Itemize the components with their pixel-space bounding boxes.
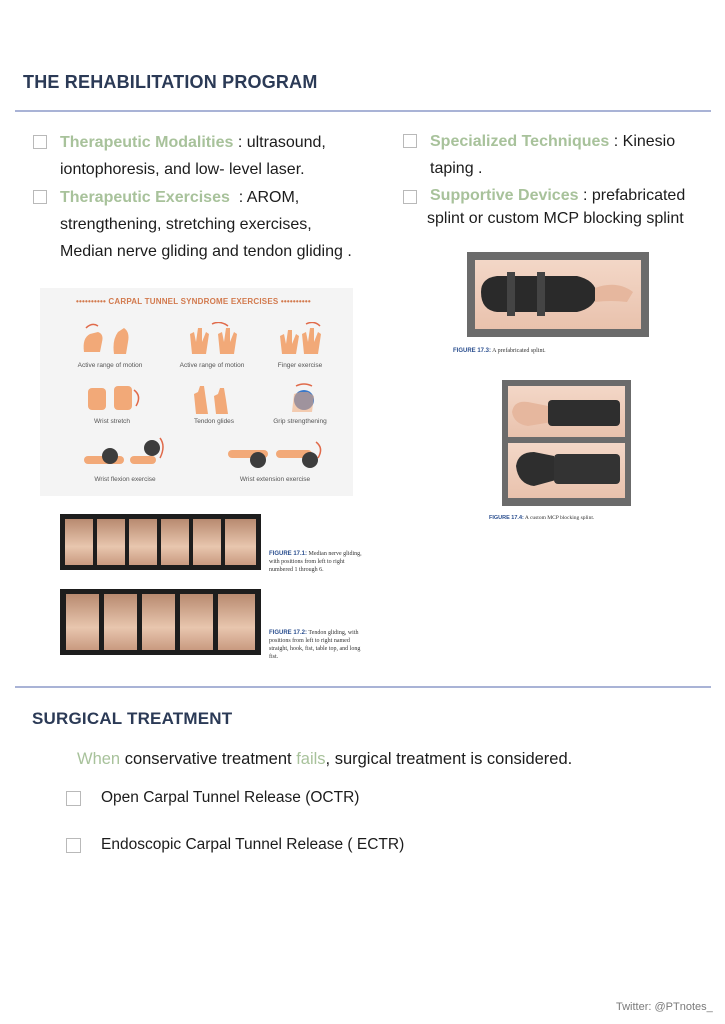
- footer-credit: Twitter: @PTnotes_: [616, 1001, 713, 1013]
- fig-17-2-caption: [269, 629, 364, 661]
- exercises-text-2: strengthening, stretching exercises,: [60, 216, 312, 233]
- exercise-label-5: Tendon glides: [193, 418, 235, 425]
- modalities-item: [60, 129, 380, 183]
- devices-label: Supportive Devices: [430, 187, 579, 204]
- intro-fails: fails: [296, 750, 326, 768]
- techniques-text-1: : Kinesio taping .: [430, 133, 676, 177]
- exercise-label-8: Wrist extension exercise: [239, 476, 311, 483]
- fig-17-1-label: FIGURE 17.1:: [269, 551, 308, 557]
- rehab-heading: THE REHABILITATION PROGRAM: [23, 72, 318, 92]
- wrist-extension-icon: [226, 438, 326, 472]
- fig-17-3-caption: [453, 347, 653, 355]
- devices-text-2: splint or custom MCP blocking splint: [427, 210, 684, 227]
- fig-17-4-caption: [489, 514, 689, 522]
- octr-option: Open Carpal Tunnel Release (OCTR): [101, 789, 360, 806]
- ectr-checkbox[interactable]: [66, 838, 81, 853]
- exercises-item: [60, 184, 380, 265]
- techniques-item: [430, 128, 720, 182]
- grip-strengthening-icon: [286, 382, 326, 416]
- fig-17-3-label: FIGURE 17.3:: [453, 348, 492, 354]
- modalities-text-2: iontophoresis, and low- level laser.: [60, 161, 305, 178]
- fig-17-4-label: FIGURE 17.4:: [489, 515, 524, 521]
- exercise-label-4: Wrist stretch: [94, 418, 130, 425]
- exercise-label-7: Wrist flexion exercise: [94, 476, 156, 483]
- wrist-flexion-icon: [82, 436, 168, 472]
- finger-exercise-icon: [276, 322, 326, 358]
- exercise-label-3: Finger exercise: [277, 362, 323, 369]
- prefabricated-splint-photo: [467, 252, 649, 337]
- tendon-glides-icon: [190, 382, 240, 416]
- section-divider-bottom: [15, 686, 711, 688]
- fig-17-2-text: Tendon gliding, with positions from left to right named straight, hook, fist, table top, and long fist.: [269, 630, 361, 660]
- arom-hand-icon-2: [182, 322, 246, 358]
- wrist-stretch-icon: [84, 382, 144, 416]
- exercises-text-3: Median nerve gliding and tendon gliding .: [60, 243, 352, 260]
- exercises-label: Therapeutic Exercises: [60, 189, 230, 206]
- techniques-checkbox[interactable]: [403, 134, 417, 148]
- devices-text-1: : prefabricated: [578, 187, 686, 204]
- techniques-label: Specialized Techniques: [430, 133, 610, 150]
- tendon-gliding-photo: [60, 589, 261, 655]
- fig-17-3-text: A prefabricated splint.: [491, 348, 546, 354]
- splint-shape-icon: [477, 262, 639, 327]
- octr-checkbox[interactable]: [66, 791, 81, 806]
- exercise-infographic: [40, 288, 353, 496]
- intro-when: When: [77, 750, 121, 768]
- exercise-label-1: Active range of motion: [77, 362, 143, 369]
- exercises-text-1: : AROM,: [229, 189, 300, 206]
- devices-checkbox[interactable]: [403, 190, 417, 204]
- fig-17-1-text: Median nerve gliding, with positions from left to right numbered 1 through 6.: [269, 551, 362, 573]
- arom-hand-icon-1: [78, 322, 142, 358]
- median-nerve-gliding-photo: [60, 514, 261, 570]
- modalities-label: Therapeutic Modalities: [60, 134, 234, 151]
- modalities-checkbox[interactable]: [33, 135, 47, 149]
- infographic-title: •••••••••• CARPAL TUNNEL SYNDROME EXERCISES ••••••••••: [76, 297, 311, 306]
- intro-end: , surgical treatment is considered.: [325, 750, 573, 768]
- modalities-text-1: : ultrasound,: [233, 134, 326, 151]
- surgical-intro: [77, 750, 572, 769]
- ectr-option: Endoscopic Carpal Tunnel Release ( ECTR): [101, 836, 405, 853]
- devices-item: [430, 185, 715, 207]
- fig-17-2-label: FIGURE 17.2:: [269, 630, 308, 636]
- fig-17-4-text: A custom MCP blocking splint.: [523, 515, 595, 521]
- exercise-label-2: Active range of motion: [179, 362, 245, 369]
- intro-mid: conservative treatment: [120, 750, 297, 768]
- surgical-heading: SURGICAL TREATMENT: [32, 709, 233, 728]
- section-divider-top: [15, 110, 711, 112]
- exercise-label-6: Grip strengthening: [273, 418, 327, 425]
- custom-mcp-splint-photo: [502, 380, 631, 506]
- fig-17-1-caption: [269, 550, 364, 574]
- exercises-checkbox[interactable]: [33, 190, 47, 204]
- custom-splint-shape-icon: [508, 386, 625, 498]
